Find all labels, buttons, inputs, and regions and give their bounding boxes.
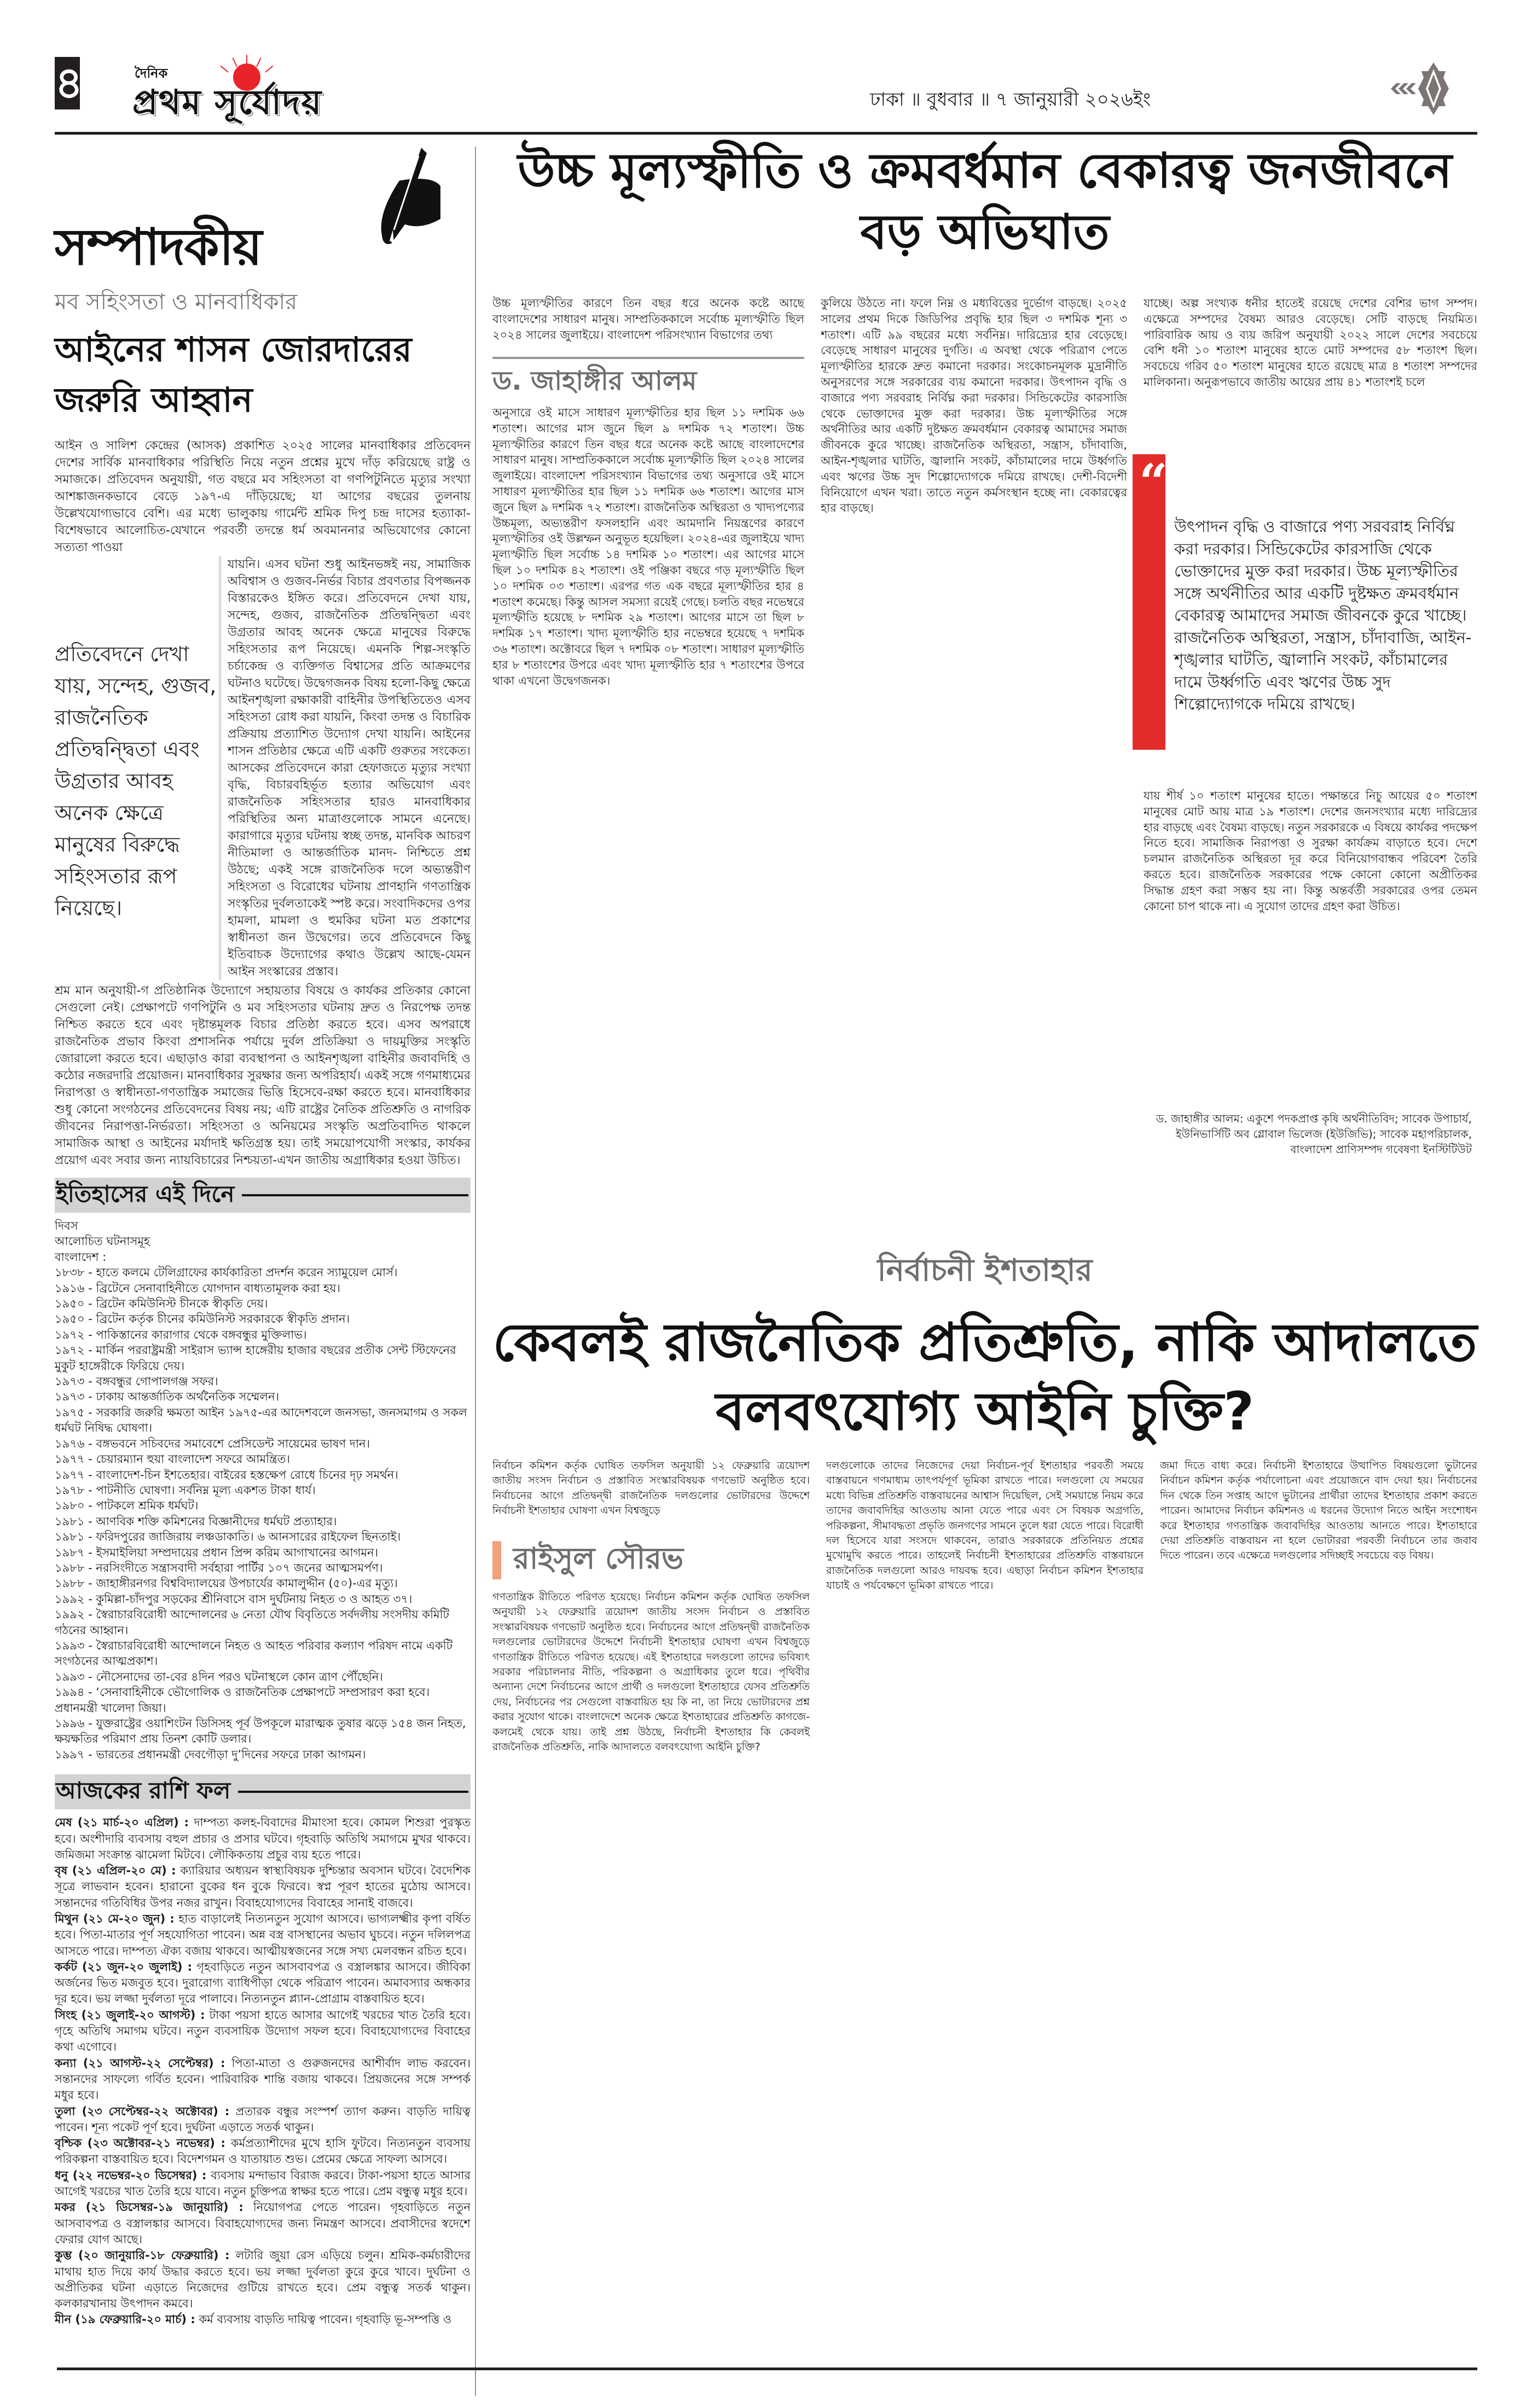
editorial-banner <box>55 142 471 279</box>
history-event: ১৮৩৮ - হাতে কলমে টেলিগ্রাফের কার্যকারিতা প্রদর্শন করেন স্যামুয়েল মোর্স। <box>55 1266 398 1280</box>
sign-text: গৃহবাড়িতে নতুন আসবাবপত্র ও বস্ত্রালঙ্কার আসবে। জীবিকা অর্জনের ভিত মজবুত হবে। দুরারোগ্য ব্যাধিপীড়া থেকে পরিত্রাণ পাবেন। অমাবস্যার অন্ধকার দূর হবে। ভয় লজ্জা দুর্বলতা দূরে পালাবে। নিত্যনতুন প্ল্যান-প্রোগ্রাম বাস্তবায়িত হবে। <box>55 1960 471 2006</box>
horoscope-entry <box>55 2199 471 2248</box>
history-event: ১৯৮৮ - জাহাঙ্গীরনগর বিশ্ববিদ্যালয়ের উপচার্যের কামালুদ্দীন (৫০)-এর মৃত্যু। <box>55 1577 398 1590</box>
sun-ray-icon <box>220 66 229 73</box>
history-event: ১৯৭২ - মার্কিন পররাষ্ট্রমন্ত্রী সাইরাস ভ্যান্স হাঙ্গেরীয় হাজার বছরের প্রতীক সেন্ট স্টিফেনের মুকুট হাঙ্গেরীকে ফিরিয়ে দেয়। <box>55 1344 456 1373</box>
article1-lead: উচ্চ মূল্যস্ফীতির কারণে তিন বছর ধরে অনেক কষ্টে আছে বাংলাদেশের সাধারণ মানুষ। সাম্প্রতিককালে সর্বোচ্চ মূল্যস্ফীতি ছিল ২০২৪ সালের জুলাইয়ে। বাংলাদেশ পরিসংখ্যান বিভাগের তথ্য <box>492 297 804 341</box>
history-section-header <box>55 1178 471 1213</box>
newspaper-prefix: দৈনিক <box>135 66 168 81</box>
section-rule <box>242 1194 468 1196</box>
sign-text: নিয়োগপত্র পেতে পারেন। গৃহবাড়িতে নতুন আসবাবপত্র ও বস্ত্রালঙ্কার আসবে। বিবাহযোগ্যদের জন্য নিমন্ত্রণ আসবে। প্রবাসীদের স্বদেশে ফেরার যোগ আছে। <box>55 2201 471 2246</box>
article1-byline: ড. জাহাঙ্গীর আলম <box>492 357 804 404</box>
history-event: ১৯৮৭ - ইসমাইলিয়া সম্প্রদায়ের প্রধান প্রিন্স করিম আগাখানের আগমন। <box>55 1545 379 1559</box>
history-event: ১৯৯৩ - স্বৈরাচারবিরোধী আন্দোলনে নিহত ও আহত পরিবার কল্যাণ পরিষদ নামে একটি সংগঠনের আত্মপ্রকাশ। <box>55 1639 453 1668</box>
sign-text: কর্মপ্রত্যাশীদের মুখে হাসি ফুটবে। নিত্যনতুন ব্যবসায় পরিকল্পনা বাস্তবায়িত হবে। বিদেশগমন ও যাতায়াত শুভ। প্রেমের ক্ষেত্রে সাফল্য আসবে। <box>55 2137 471 2166</box>
sign-label: মীন (১৯ ফেব্রুয়ারি-২০ মার্চ) : <box>55 2313 195 2326</box>
editorial-pull-quote: প্রতিবেদনে দেখা যায়, সন্দেহ, গুজব, রাজনৈতিক প্রতিদ্বন্দ্বিতা এবং উগ্রতার আবহ অনেক ক্ষেত্রে মানুষের বিরুদ্ধে সহিংসতার রূপ নিয়েছে। <box>55 642 217 920</box>
history-title: ইতিহাসের এই দিনে <box>56 1180 235 1207</box>
sign-label: বৃশ্চিক (২৩ অক্টোবর-২১ নভেম্বর) : <box>55 2137 225 2150</box>
horoscope-title: আজকের রাশি ফল <box>56 1776 231 1804</box>
article1-pull-quote-box <box>1133 454 1477 772</box>
horoscope-entry <box>55 2104 471 2136</box>
sign-label: তুলা (২৩ সেপ্টেম্বর-২২ অক্টোবর) : <box>55 2104 230 2118</box>
horoscope-section-header <box>55 1774 471 1809</box>
article2-column-2: দলগুলোকে তাদের নিজেদের দেয়া নির্বাচন-পূর্ব ইশতাহার পরবর্তী সময়ে বাস্তবায়নে গণমাধ্যম তাৎপর্যপূর্ণ ভূমিকা রাখতে পারে। দলগুলো যে সময়ের মধ্যে বিভিন্ন প্রতিশ্রুতি বাস্তবায়নের আশ্বাস দিয়েছিল, সেই সময়ান্তে নিয়ম করে তাদের জবাবদিহির আওতায় আনা যেতে পারে এবং সে বিষয়ক অগ্রগতি, পরিকল্পনা, সীমাবদ্ধতা প্রভৃতি জনগণের সামনে তুলে ধরা যেতে পারে। বিরোধী দল হিসেবে যারা সংসদে থাকবেন, তারাও সরকারকে প্রতিনিয়ত প্রশ্নের মুখোমুখি করতে পারে। তাহলেই নির্বাচনী ইশতাহারের প্রতিশ্রুতি বাস্তবায়নে রাজনৈতিক দলগুলো আরও দায়বদ্ধ হবে। এছাড়া নির্বাচন কমিশন ইশতাহার যাচাই ও পর্যবেক্ষণে ভূমিকা রাখতে পারে। <box>826 1460 1144 1592</box>
horoscope-entry <box>55 1863 471 1911</box>
sign-text: ক্যারিয়ার অধ্যয়ন স্বাস্থ্যবিষয়ক দুশ্চিন্তার অবসান ঘটবে। বৈদেশিক সূত্রে লাভবান হবেন। হারানো বুকের ধন বুকে ফিরবে। স্বপ্ন পূরণ হাতের মুঠোয় আসবে। সন্তানদের গতিবিধির উপর নজর রাখুন। বিবাহযোগ্যদের বিবাহের সানাই বাজবে। <box>55 1864 471 1909</box>
sign-text: হাত বাড়ালেই নিত্যনতুন সুযোগ আসবে। ভাগ্যলক্ষ্মীর কৃপা বর্ষিত হবে। পিতা-মাতার পূর্ণ সহযোগিতা পাবেন। অন্ন বস্ত্র বাসস্থানের অভাব ঘুচবে। নতুন দলিলপত্র আসতে পারে। দাম্পত্য ঐক্য বজায় থাকবে। আত্মীয়স্বজনের সঙ্গে সখ্য মেলবন্ধন রচিত হবে। <box>55 1912 471 1958</box>
history-event: ১৯৫০ - ব্রিটেন কমিউনিস্ট চীনকে স্বীকৃতি দেয়। <box>55 1297 268 1311</box>
history-list <box>55 1218 471 1762</box>
article1-column-2: কুলিয়ে উঠতে না। ফলে নিম্ন ও মধ্যবিত্তের দুর্ভোগ বাড়ছে। ২০২৫ সালের প্রথম দিকে জিডিপির প্রবৃদ্ধি হার ছিল ৩ দশমিক শূন্য ৩ শতাংশ। এটি ৯৯ বছরের মধ্যে সর্বনিম্ন। দারিদ্র্যের হার বেড়েছে। বেড়েছে সাধারণ মানুষের দুর্গতি। এ অবস্থা থেকে পরিত্রাণ পেতে মূল্যস্ফীতির হারকে দ্রুত কমানো দরকার। সংকোচনমূলক মুদ্রানীতি অনুসরণের সঙ্গে সরকারের ব্যয় কমানো দরকার। উৎপাদন বৃদ্ধি ও বাজারে পণ্য সরবরাহ নির্বিঘ্ন করা দরকার। সিন্ডিকেটের কারসাজি থেকে ভোক্তাদের মুক্ত করা দরকার। উচ্চ মূল্যস্ফীতির সঙ্গে অর্থনীতির আর একটি দুষ্টক্ষত ক্রমবর্ধমান বেকারত্ব আমাদের সমাজ জীবনকে কুরে খাচ্ছে। রাজনৈতিক অস্থিরতা, সন্ত্রাস, চাঁদাবাজি, আইন-শৃঙ্খলার ঘাটতি, জ্বালানি সংকট, কাঁচামালের দামে উর্ধ্বগতি এবং ঋণের উচ্চ সুদ শিল্পোদ্যোগকে দমিয়ে রাখছে। দেশী-বিদেশী বিনিয়োগে এখন খরা। তাতে নতুন কর্মসংস্থান হচ্ছে না। বেকারত্বের হার বাড়ছে। <box>821 297 1127 515</box>
sign-label: বৃষ (২১ এপ্রিল-২০ মে) : <box>55 1864 176 1878</box>
history-intro: বাংলাদেশ : <box>55 1250 107 1264</box>
history-event: ১৯৯২ - স্বৈরাচারবিরোধী আন্দোলনের ৬ নেতা যৌথ বিবৃতিতে সর্বদলীয় সংসদীয় কমিটি গঠনের আহ্বান। <box>55 1608 450 1637</box>
editorial-body-bottom: শ্রম মান অনুযায়ী-গ প্রতিষ্ঠানিক উদ্যোগে সহায়তার বিষয়ে ও কার্যকর প্রতিকার কোনো সেগুলো নেই। প্রেক্ষাপটে গণপিটুনি ও মব সহিংসতার ঘটনায় দ্রুত ও নিরপেক্ষ তদন্ত নিশ্চিত করতে হবে এবং দৃষ্টান্তমূলক বিচার প্রতিষ্ঠা করতে হবে। এসব অপরাধে রাজনৈতিক প্রভাব কিংবা প্রশাসনিক পর্যায়ে দুর্বল প্রতিক্রিয়া ও দায়মুক্তির সংস্কৃতি জোরালো করতে হবে। এছাড়াও কারা ব্যবস্থাপনা ও আইনশৃঙ্খলা বাহিনীর জবাবদিহি ও কঠোর নজরদারি প্রয়োজন। মানবাধিকার সুরক্ষার জন্য অপরিহার্য। একই সঙ্গে গণমাধ্যমের নিরাপত্তা ও স্বাধীনতা-গণতান্ত্রিক সমাজের ভিত্তি হিসেবে-রক্ষা করতে হবে। মানবাধিকার শুধু কোনো সংগঠনের প্রতিবেদনের বিষয় নয়; এটি রাষ্ট্রের নৈতিক প্রতিশ্রুতি ও নাগরিক জীবনের নিরাপত্তা-নির্ভরতা। সহিংসতা ও অনিয়মের সংস্কৃতি অপ্রতিবাদিত থাকলে সামাজিক আস্থা ও আইনের মর্যাদাই ক্ষতিগ্রস্ত হয়। তাই সময়োপযোগী সংস্কার, কার্যকর প্রয়োগ এবং সবার জন্য ন্যায়বিচারের নিশ্চয়তা-এখন জাতীয় অগ্রাধিকার হওয়া উচিত। <box>55 984 471 1167</box>
horoscope-entry <box>55 2007 471 2056</box>
article1-column-3-lower: যায় শীর্ষ ১০ শতাংশ মানুষের হাতে। পক্ষান্তরে নিচু আয়ের ৫০ শতাংশ মানুষের মোট আয় মাত্র ১৯ শতাংশ। দেশের জনসংখ্যার মধ্যে দারিদ্র্যের হার বাড়ছে এবং বৈষম্য বাড়ছে। নতুন সরকারকে এ বিষয়ে কার্যকর পদক্ষেপ নিতে হবে। সামাজিক নিরাপত্তা ও সুরক্ষা কার্যক্রম বাড়াতে হবে। দেশে চলমান রাজনৈতিক অস্থিরতা দূর করে বিনিয়োগবান্ধব পরিবেশ তৈরি করতে হবে। রাজনৈতিক সরকারের পক্ষে কোনো কোনো অপ্রীতিকর সিদ্ধান্ত গ্রহণ করা সম্ভব হয় না। কিন্তু অন্তর্বর্তী সরকারের ওপর তেমন কোনো চাপ থাকে না। এ সুযোগ তাদের গ্রহণ করা উচিত। <box>1144 789 1477 913</box>
sign-label: কুম্ভ (২০ জানুয়ারি-১৮ ফেব্রুয়ারি) : <box>55 2249 230 2262</box>
history-event: ১৯৯৭ - ভারতের প্রধানমন্ত্রী দেবগৌড়া দু’দিনের সফরে ঢাকা আগমন। <box>55 1747 366 1761</box>
history-event: ১৯৯২ - কুমিল্লা-চাঁদপুর সড়কের শ্রীনিবাসে বাস দুর্ঘটনায় নিহত ৩ ও আহত ৩৭। <box>55 1592 413 1606</box>
article2-headline[interactable]: কেবলই রাজনৈতিক প্রতিশ্রুতি, নাকি আদালতে বলবৎযোগ্য আইনি চুক্তি? <box>492 1312 1477 1442</box>
history-event: ১৯৭২ - পাকিস্তানের কারাগার থেকে বঙ্গবন্ধুর মুক্তিলাভ। <box>55 1328 307 1341</box>
column-divider <box>475 147 476 2396</box>
horoscope-entry <box>55 1911 471 1959</box>
history-event: ১৯৮১ - ফরিদপুরের জাজিরায় লঞ্চডাকাতি। ৬ আনসারের রাইফেল ছিনতাই। <box>55 1530 401 1544</box>
history-intro: আলোচিত ঘটনাসমূহ <box>55 1235 150 1248</box>
history-event: ১৯৭৭ - বাংলাদেশ-চিন ইশতেহার। বাইরের হস্তক্ষেপ রোধে চিনের দৃঢ় সমর্থন। <box>55 1468 398 1481</box>
quote-mark-icon: “ <box>1139 453 1168 511</box>
sign-text: পিতা-মাতা ও গুরুজনদের আশীর্বাদ লাভ করবেন। সন্তানদের সাফল্যে গর্বিত হবেন। পারিবারিক শান্তি বজায় থাকবে। প্রিয়জনের সঙ্গে সম্পর্ক মধুর হবে। <box>55 2056 471 2102</box>
history-event: ১৯৯৪ - ‘সেনাবাহিনীকে ভৌগোলিক ও রাজনৈতিক প্রেক্ষাপটে সম্প্রসারণ করা হবে। প্রধানমন্ত্রী খালেদা জিয়া। <box>55 1686 430 1715</box>
editorial-split <box>55 556 471 980</box>
sun-ray-icon <box>256 57 261 67</box>
sign-label: মিথুন (২১ মে-২০ জুন) : <box>55 1912 175 1925</box>
history-intro: দিবস <box>55 1219 78 1232</box>
page-number: ৪ <box>55 57 83 108</box>
history-event: ১৯৮৮ - নরসিংদীতে সন্ত্রাসবাদী সর্বহারা পার্টির ১০৭ জনের আত্মসমর্পণ। <box>55 1561 383 1575</box>
editorial-body: যায়নি। এসব ঘটনা শুধু আইনভঙ্গই নয়, সামাজিক অবিশ্বাস ও গুজব-নির্ভর বিচার প্রবণতার বিপজ্জনক বিস্তারকেও ইঙ্গিত করে। প্রতিবেদনে দেখা যায়, সন্দেহ, গুজব, রাজনৈতিক প্রতিদ্বন্দ্বিতা এবং উগ্রতার আবহ অনেক ক্ষেত্রে মানুষের বিরুদ্ধে সহিংসতার রূপ নিয়েছে। এমনকি শিল্প-সংস্কৃতি চর্চাকেন্দ্র ও ব্যক্তিগত বিশ্বাসের প্রতি আক্রমণের ঘটনাও ঘটেছে। উদ্বেগজনক বিষয় হলো-কিছু ক্ষেত্রে আইনশৃঙ্খলা রক্ষাকারী বাহিনীর উপস্থিতিতেও এসব সহিংসতা রোধ করা যায়নি, কিংবা তদন্ত ও বিচারিক প্রক্রিয়ায় প্রত্যাশিত উদ্যোগ দেখা যায়নি। আইনের শাসন প্রতিষ্ঠার ক্ষেত্রে এটি একটি গুরুতর সংকেত। আসকের প্রতিবেদনে কারা হেফাজতে মৃত্যুর সংখ্যা বৃদ্ধি, বিচারবহির্ভূত হত্যার অভিযোগ এবং রাজনৈতিক সহিংসতার হারও মানবাধিকার পরিস্থিতির অন্য মাত্রাগুলোকে সামনে এনেছে। কারাগারে মৃত্যুর ঘটনায় স্বচ্ছ তদন্ত, মানবিক আচরণ নীতিমালা ও আন্তর্জাতিক মানদ- নিশ্চিতে প্রশ্ন উঠছে; একই সঙ্গে রাজনৈতিক দলে অভ্যন্তরীণ সহিংসতা ও বিরোধের ঘটনায় প্রাণহানি গণতান্ত্রিক সংস্কৃতির দুর্বলতাকেই স্পষ্ট করে। সংবাদিকদের ওপর হামলা, মামলা ও হুমকির ঘটনা মত প্রকাশের স্বাধীনতা জন উদ্বেগের। তবে প্রতিবেদনে কিছু ইতিবাচক উদ্যোগের কথাও উল্লেখ আছে-যেমন আইন সংস্কারের প্রস্তাব। <box>219 556 471 980</box>
article2-column-3: জমা দিতে বাধ্য করে। নির্বাচনী ইশতাহারে উত্থাপিত বিষয়গুলো ভুটানের নির্বাচন কমিশন কর্তৃক পর্যালোচনা এবং প্রয়োজনে বাদ দেয়া হয়। নির্বাচনের দিন থেকে তিন সপ্তাহ আগে ভুটানের প্রার্থীরা তাদের ইশতাহার প্রকাশ করতে পারেন। আমাদের নির্বাচন কমিশনও এ ধরনের উদ্যোগ নিতে আইন সংশোধন করে ইশতাহার গণতান্ত্রিক জবাবদিহির আওতায় আনতে পারে। ইশতাহারে দেয়া প্রতিশ্রুতি বাস্তবায়ন না হলে ভোটাররা পরবর্তী নির্বাচনে তার জবাব দিতে পারেন। তবে এক্ষেত্রে দলগুলোর সদিচ্ছাই সবচেয়ে বড় বিষয়। <box>1160 1460 1477 1562</box>
history-event: ১৯৭৩ - বঙ্গবন্ধুর গোপালগঞ্জ সফর। <box>55 1375 218 1388</box>
horoscope-entry <box>55 2168 471 2200</box>
article1-column-1: অনুসারে ওই মাসে সাধারণ মূল্যস্ফীতির হার ছিল ১১ দশমিক ৬৬ শতাংশ। আগের মাস জুনে ছিল ৯ দশমিক ৭২ শতাংশ। উচ্চ মূল্যস্ফীতির কারণে তিন বছর ধরে অনেক কষ্টে আছে বাংলাদেশের সাধারণ মানুষ। সাম্প্রতিককালে সর্বোচ্চ মূল্যস্ফীতি ছিল ২০২৪ সালের জুলাইয়ে। বাংলাদেশ পরিসংখ্যান বিভাগের তথ্য অনুসারে ওই মাসে সাধারণ মূল্যস্ফীতির হার ছিল ১১ দশমিক ৬৬ শতাংশ। আগের মাস জুনে ছিল ৯ দশমিক ৭২ শতাংশ। রাজনৈতিক অস্থিরতা ও খাদ্যপণ্যের উচ্চমূল্য, অভ্যন্তরীণ ফসলহানি এবং আমদানি নিয়ন্ত্রণের কারণে মূল্যস্ফীতির ওই উল্লম্ফন অনুভূত হয়েছিল। ২০২৪-এর জুলাইয়ে খাদ্য মূল্যস্ফীতি ছিল সর্বোচ্চ ১৪ দশমিক ১০ শতাংশ। এর আগের মাসে ছিল ১০ দশমিক ৪২ শতাংশ। ওই পঞ্জিকা বছরে গড় মূল্যস্ফীতি ছিল ১০ দশমিক ০৩ শতাংশ। এরপর গত এক বছরে মূল্যস্ফীতির হার ৪ শতাংশ কমেছে। কিন্তু আসল সমস্যা রয়েই গেছে। চলতি বছর নভেম্বরে মূল্যস্ফীতি হয়েছে ৮ দশমিক ২৯ শতাংশ। আগের মাসে তা ছিল ৮ দশমিক ১৭ শতাংশ। খাদ্য মূল্যস্ফীতি হার নভেম্বরে হয়েছে ৭ দশমিক ৩৬ শতাংশ। অক্টোবরে ছিল ৭ দশমিক ০৮ শতাংশ। সাধারণ মূল্যস্ফীতি হার ৮ শতাংশের উপরে এবং খাদ্য মূল্যস্ফীতি হার ৭ শতাংশের উপরে থাকা এখনো উদ্বেগজনক। <box>492 406 804 687</box>
sign-label: কন্যা (২১ আগস্ট-২২ সেপ্টেম্বর) : <box>55 2056 225 2070</box>
sign-label: কর্কট (২১ জুন-২০ জুলাই) : <box>55 1960 193 1973</box>
newspaper-name: প্রথম সূর্যোদয় <box>132 82 323 122</box>
masthead-rule <box>55 132 1477 135</box>
article2-byline <box>492 1539 810 1581</box>
sign-label: মকর (২১ ডিসেম্বর-১৯ জানুয়ারি) : <box>55 2201 243 2214</box>
editorial-lead: আইন ও সালিশ কেন্দ্রের (আসক) প্রকাশিত ২০২৫ সালের মানবাধিকার প্রতিবেদন দেশের সার্বিক মানবাধিকার পরিস্থিতি নিয়ে নতুন প্রশ্নের মুখে দাঁড় করিয়েছে রাষ্ট্র ও সমাজকে। প্রতিবেদন অনুযায়ী, গত বছরে মব সহিংসতা বা গণপিটুনিতে মৃত্যুর সংখ্যা আশঙ্কাজনকভাবে বেড়ে ১৯৭-এ দাঁড়িয়েছে; যা আগের বছরের তুলনায় উল্লেখযোগ্যভাবে বেশি। এর মধ্যে ভালুকায় গার্মেন্ট শ্রমিক দিপু চন্দ্র দাসের হত্যাকা- বিশেষভাবে আলোচিত-যেখানে পরবর্তী তদন্তে ধর্ম অবমাননার অভিযোগের কোনো সত্যতা পাওয়া <box>55 439 471 554</box>
history-event: ১৯৮০ - পাটকলে শ্রমিক ধর্মঘট। <box>55 1499 199 1513</box>
history-event: ১৯৭৮ - পাটনীতি ঘোষণা। সর্বনিম্ন মূল্য একশত টাকা ধার্য। <box>55 1483 316 1497</box>
article2-body <box>492 1458 1477 2361</box>
footer-rule <box>57 2368 1477 2370</box>
article1-author-note: ড. জাহাঙ্গীর আলম: একুশে পদকপ্রাপ্ত কৃষি অর্থনীতিবিদ; সাবেক উপাচার্য, ইউনিভার্সিটি অব গ্লোবাল ভিলেজ (ইউজিভি); সাবেক মহাপরিচালক, বাংলাদেশ প্রাণিসম্পদ গবেষণা ইনস্টিটিউট <box>1156 1112 1472 1156</box>
article2-column-1: গণতান্ত্রিক রীতিতে পরিণত হয়েছে। নির্বাচন কমিশন কর্তৃক ঘোষিত তফসিল অনুযায়ী ১২ ফেব্রুয়ারি ত্রয়োদশ জাতীয় সংসদ নির্বাচন ও প্রস্তাবিত সংস্কারবিষয়ক গণভোট অনুষ্ঠিত হবে। নির্বাচনের আগে প্রতিদ্বন্দ্বী রাজনৈতিক দলগুলোর ভোটারদের উদ্দেশে নির্বাচনী ইশতাহার ঘোষণা এখন বিশ্বজুড়ে গণতান্ত্রিক রীতিতে পরিণত হয়েছে। এই ইশতাহারে দলগুলো তাদের ভবিষ্যৎ সরকার পরিচালনার নীতি, পরিকল্পনা ও অগ্রাধিকার তুলে ধরে। পৃথিবীর অন্যান্য দেশে নির্বাচনের আগে প্রার্থী ও দলগুলো ইশতাহারে যেসব প্রতিশ্রুতি দেয়, নির্বাচনের পর সেগুলো বাস্তবায়িত হয় কি না, তা নিয়ে ভোটারদের প্রশ্ন করার সুযোগ থাকে। বাংলাদেশে অনেক ক্ষেত্রে ইশতাহারের প্রতিশ্রুতি কাগজে-কলমেই থেকে যায়। তাই প্রশ্ন উঠছে, নির্বাচনী ইশতাহার কি কেবলই রাজনৈতিক প্রতিশ্রুতি, নাকি আদালতে বলবৎযোগ্য আইনি চুক্তি? <box>492 1591 810 1753</box>
horoscope-entry <box>55 2248 471 2312</box>
history-event: ১৯৭৬ - বঙ্গভবনে সচিবদের সমাবেশে প্রেসিডেন্ট সায়েমের ভাষণ দান। <box>55 1437 370 1450</box>
article2-kicker: নির্বাচনী ইশতাহার <box>877 1253 1093 1288</box>
sign-text: ব্যবসায় মন্দাভাব বিরাজ করবে। টাকা-পয়সা হাতে আসার আগেই খরচের খাত তৈরি হয়ে যাবে। নতুন চুক্তিপত্র স্বাক্ষর হতে পারে। প্রেম বন্ধুত্ব মধুর হবে। <box>55 2168 471 2198</box>
history-event: ১৯১৬ - ব্রিটেনে সেনাবাহিনীতে যোগদান বাধ্যতামূলক করা হয়। <box>55 1281 341 1295</box>
article1-pull-quote: উৎপাদন বৃদ্ধি ও বাজারে পণ্য সরবরাহ নির্বিঘ্ন করা দরকার। সিন্ডিকেটের কারসাজি থেকে ভোক্তাদের মুক্ত করা দরকার। উচ্চ মূল্যস্ফীতির সঙ্গে অর্থনীতির আর একটি দুষ্টক্ষত ক্রমবর্ধমান বেকারত্ব আমাদের সমাজ জীবনকে কুরে খাচ্ছে। রাজনৈতিক অস্থিরতা, সন্ত্রাস, চাঁদাবাজি, আইন-শৃঙ্খলার ঘাটতি, জ্বালানি সংকট, কাঁচামালের দামে উর্ধ্বগতি এবং ঋণের উচ্চ সুদ শিল্পোদ্যোগকে দমিয়ে রাখছে। <box>1174 517 1472 713</box>
article1-column-3: যাচ্ছে। অল্প সংখ্যক ধনীর হাতেই রয়েছে দেশের বেশির ভাগ সম্পদ। এক্ষেত্রে সম্পদের বৈষম্য আরও বেড়েছে। সেটি বাড়ছে নিয়মিত। পারিবারিক আয় ও ব্যয় জরিপ অনুযায়ী ২০২২ সালে দেশের সবচেয়ে বেশি ধনী ১০ শতাংশ মানুষের হাতে মোট সম্পদের ৫৮ শতাংশ ছিল। সবচেয়ে গরিব ৫০ শতাংশ মানুষের হাতে রয়েছে মাত্র ৪ শতাংশ সম্পদের মালিকানা। অনুরূপভাবে জাতীয় আয়ের প্রায় ৪১ শতাংশই চলে <box>1144 297 1477 389</box>
editorial-column <box>55 142 471 2328</box>
sign-label: সিংহ (২১ জুলাই-২০ আগস্ট) : <box>55 2008 205 2022</box>
sign-text: প্রতারক বন্ধুর সংস্পর্শ ত্যাগ করুন। বাড়তি দায়িত্ব পাবেন। শূন্য পকেট পূর্ণ হবে। দুর্ঘটনা এড়াতে সতর্ক থাকুন। <box>55 2104 471 2134</box>
sign-label: মেষ (২১ মার্চ-২০ এপ্রিল) : <box>55 1816 189 1830</box>
history-event: ১৯৫০ - ব্রিটেন কর্তৃক চীনের কমিউনিস্ট সরকারকে স্বীকৃতি প্রদান। <box>55 1312 350 1326</box>
editorial-headline: আইনের শাসন জোরদারের জরুরি আহ্বান <box>55 329 412 420</box>
history-event: ১৯৭৩ - ঢাকায় আন্তর্জাতিক অর্থনৈতিক সম্মেলন। <box>55 1390 280 1404</box>
article1-body <box>492 296 1477 1237</box>
newspaper-logo[interactable] <box>86 57 393 122</box>
horoscope-entry <box>55 2056 471 2104</box>
section-rule <box>238 1791 468 1793</box>
emblem-icon <box>1390 61 1450 116</box>
editorial-section-label: সম্পাদকীয় <box>55 217 262 276</box>
sign-text: দাম্পত্য কলহ-বিবাদের মীমাংসা হবে। কোমল শিশুরা পুরস্কৃত হবে। অংশীদারি ব্যবসায় বহুল প্রচার ও প্রসার ঘটবে। গৃহবাড়ি অতিথি সমাগমে মুখর থাকবে। জমিজমা সংক্রান্ত ঝামেলা মিটবে। লৌকিকতায় প্রচুর ব্যয় হতে পারে। <box>55 1816 471 1861</box>
history-event: ১৯৭৫ - সরকারি জরুরি ক্ষমতা আইন ১৯৭৫-এর আদেশবলে জনসভা, জনসমাগম ও সকল ধর্মঘট নিষিদ্ধ ঘোষণা। <box>55 1405 467 1435</box>
sign-text: টাকা পয়সা হাতে আসার আগেই খরচের খাত তৈরি হবে। গৃহে অতিথি সমাগম ঘটবে। নতুন ব্যবসায়িক উদ্যোগ সফল হবে। বিবাহযোগ্যদের বিবাহের কথা এগোবে। <box>55 2008 471 2054</box>
sign-text: লটারি জুয়া রেস এড়িয়ে চলুন। শ্রমিক-কর্মচারীদের মাথায় হাত দিয়ে কার্য উদ্ধার করতে হবে। ভয় লজ্জা দুর্বলতা কুরে কুরে খাবে। দুর্ঘটনা ও অপ্রীতিকর ঘটনা এড়াতে নিজেদের গুটিয়ে রাখতে হবে। প্রেম বন্ধুত্ব সতর্ক থাকুন। কলকারখানায় উৎপাদন কমবে। <box>55 2249 471 2311</box>
horoscope-entry <box>55 1959 471 2007</box>
history-event: ১৯৯৬ - যুক্তরাষ্ট্রের ওয়াশিংটন ডিসিসহ পূর্ব উপকূলে মারাত্মক তুষার ঝড়ে ১৫৪ জন নিহত, ক্ষয়ক্ষতির পরিমাণ প্রায় তিনশ কোটি ডলার। <box>55 1717 466 1746</box>
dateline: ঢাকা ॥ বুধবার ॥ ৭ জানুয়ারী ২০২৬ইং <box>870 89 1151 111</box>
history-event: ১৯৭৭ - চেয়ারম্যান হুয়া বাংলাদেশ সফরে আমন্ত্রিত। <box>55 1452 290 1466</box>
byline-accent <box>492 1541 501 1579</box>
article2-author: রাইসুল সৌরভ <box>513 1541 684 1576</box>
history-event: ১৯৯৩ - নৌসেনাদের তা-বের ৪দিন পরও ঘটনাস্থলে কোন ত্রাণ পৌঁছেনি। <box>55 1670 383 1683</box>
history-event: ১৯৮১ - আণবিক শক্তি কমিশনের বিজ্ঞানীদের ধর্মঘট প্রত্যাহার। <box>55 1514 337 1528</box>
sign-label: ধনু (২২ নভেম্বর-২০ ডিসেম্বর) : <box>55 2168 207 2182</box>
article1-headline[interactable]: উচ্চ মূল্যস্ফীতি ও ক্রমবর্ধমান বেকারত্ব জনজীবনে বড় অভিঘাত <box>518 142 1452 260</box>
editorial-kicker: মব সহিংসতা ও মানবাধিকার <box>55 290 298 315</box>
horoscope-entry <box>55 2135 471 2168</box>
horoscope-entry <box>55 2312 471 2328</box>
sun-ray-icon <box>265 66 273 73</box>
article2-lead: নির্বাচন কমিশন কর্তৃক ঘোষিত তফসিল অনুযায়ী ১২ ফেব্রুয়ারি ত্রয়োদশ জাতীয় সংসদ নির্বাচন ও প্রস্তাবিত সংস্কারবিষয়ক গণভোট অনুষ্ঠিত হবে। নির্বাচনের আগে প্রতিদ্বন্দ্বী রাজনৈতিক দলগুলোর ভোটারদের উদ্দেশে নির্বাচনী ইশতাহার ঘোষণা এখন বিশ্বজুড়ে <box>492 1460 810 1517</box>
sun-ray-icon <box>232 57 237 67</box>
horoscope-entry <box>55 1815 471 1863</box>
pen-in-hand-icon <box>339 148 443 257</box>
horoscope-list <box>55 1815 471 2328</box>
sign-text: কর্ম ব্যবসায় বাড়তি দায়িত্ব পাবেন। গৃহবাড়ি ভূ-সম্পত্তি ও <box>199 2313 452 2326</box>
